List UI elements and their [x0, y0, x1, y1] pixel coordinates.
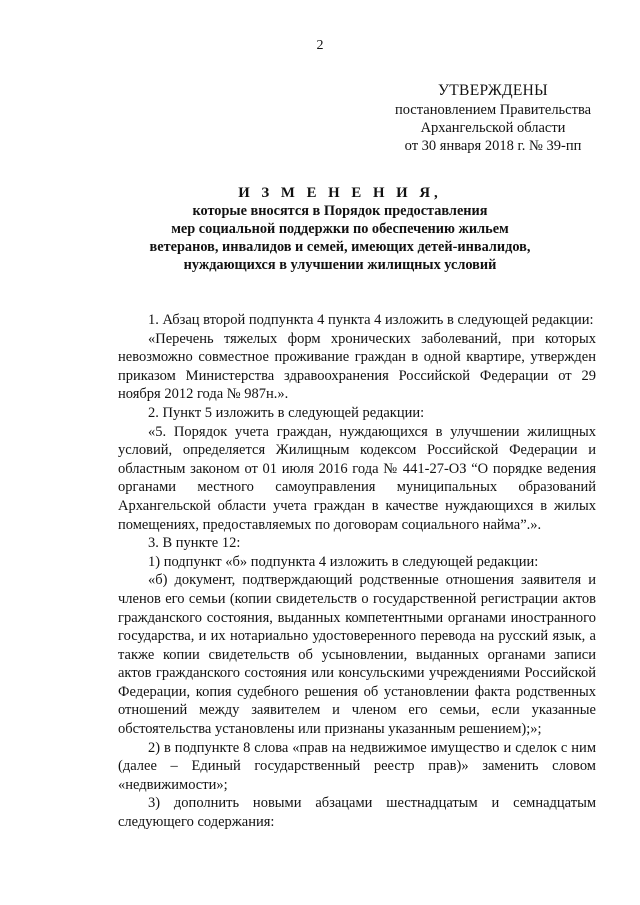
- title-heading: И З М Е Н Е Н И Я,: [238, 185, 442, 201]
- approval-line-3: Архангельской области: [420, 120, 566, 136]
- paragraph-1: 1. Абзац второй подпункта 4 пункта 4 изложить в следующей редакции:: [148, 312, 594, 328]
- approval-heading: УТВЕРЖДЕНЫ: [438, 82, 548, 99]
- paragraph-8: 2) в подпункте 8 слова «прав на недвижимое имущество и сделок с ним (далее – Единый государственный реестр прав)» заменить словом «недвижимости»;: [118, 739, 596, 793]
- paragraph-5: 3. В пункте 12:: [148, 535, 241, 552]
- paragraph-3: 2. Пункт 5 изложить в следующей редакции:: [148, 404, 425, 421]
- title-line-4: нуждающихся в улучшении жилищных условий: [183, 257, 497, 273]
- title-line-2: мер социальной поддержки по обеспечению жильем: [171, 221, 509, 237]
- title-line-3: ветеранов, инвалидов и семей, имеющих детей-инвалидов,: [149, 239, 531, 255]
- paragraph-6: 1) подпункт «б» подпункта 4 изложить в следующей редакции:: [148, 553, 539, 570]
- paragraph-2: «Перечень тяжелых форм хронических заболеваний, при которых невозможно совместное проживание граждан в одной квартире, утвержден приказом Министерства здравоохранения Российской Федерации от 29 ноября 2012 года № 987н.».: [118, 330, 596, 403]
- document-body: [118, 311, 596, 832]
- approval-stamp: [370, 82, 616, 155]
- paragraph-9: 3) дополнить новыми абзацами шестнадцатым и семнадцатым следующего содержания:: [118, 795, 596, 831]
- approval-line-2: постановлением Правительства: [394, 102, 592, 118]
- paragraph-7: «б) документ, подтверждающий родственные отношения заявителя и членов его семьи (копии свидетельств о государственной регистрации актов гражданского состояния, выданных компетентными органами иностранного государства, и их нотариально удостоверенного перевода на русский язык, а также копии свидетельств об усыновлении, выданных органами записи актов гражданского состояния или консульскими учреждениями Российской Федерации, копия судебного решения об установлении факта родственных отношений между заявителем и членом его семьи, если указанные обстоятельства установлены или признаны указанным решением);»;: [118, 572, 596, 738]
- document-title: [118, 184, 562, 274]
- paragraph-4: «5. Порядок учета граждан, нуждающихся в улучшении жилищных условий, определяется Жилищным кодексом Российской Федерации и областным законом от 01 июля 2016 года № 441-27-ОЗ “О порядке ведения органами местного самоуправления муниципальных образований Архангельской области учета граждан в качестве нуждающихся в жилых помещениях, предоставляемых по договорам социального найма”.».: [118, 423, 596, 533]
- page-number: 2: [316, 38, 324, 53]
- title-line-1: которые вносятся в Порядок предоставления: [192, 203, 488, 219]
- approval-line-4: от 30 января 2018 г. № 39-пп: [404, 138, 582, 154]
